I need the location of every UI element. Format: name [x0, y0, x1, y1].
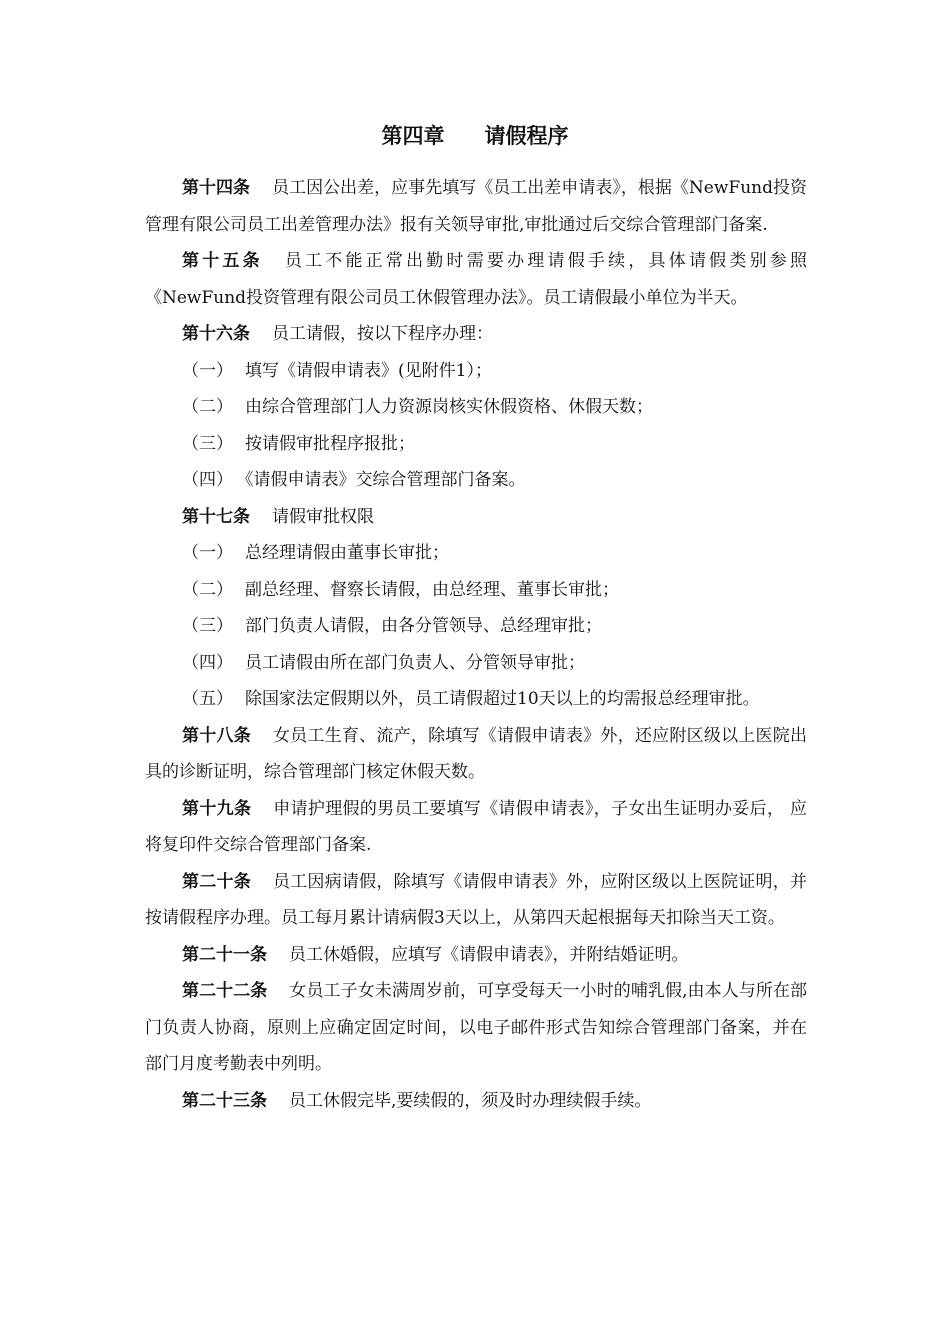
article-text: 女员工子女未满周岁前，可享受每天一小时的哺乳假,由本人与所在部门负责人协商，原则上应确定固定时间，以电子邮件形式告知综合管理部门备案，并在部门月度考勤表中列明。	[145, 981, 808, 1074]
article-label: 第十五条	[182, 251, 263, 271]
article-18	[145, 718, 807, 791]
article-14	[145, 170, 807, 243]
article-text: 申请护理假的男员工要填写《请假申请表》，子女出生证明办妥后， 应将复印件交综合管理部门备案.	[145, 798, 808, 855]
list-item	[145, 681, 807, 718]
item-number: （五）	[182, 689, 233, 709]
item-number: （一）	[182, 543, 233, 563]
article-text: 员工因病请假，除填写《请假申请表》外，应附区级以上医院证明，并按请假程序办理。员工每月累计请病假3天以上，从第四天起根据每天扣除当天工资。	[145, 871, 808, 928]
article-22	[145, 973, 807, 1083]
article-21	[145, 937, 807, 974]
item-text: 部门负责人请假，由各分管领导、总经理审批；	[245, 616, 602, 636]
item-number: （三）	[182, 433, 233, 454]
article-17	[145, 499, 807, 536]
article-text: 请假审批权限	[272, 506, 374, 527]
item-number: （一）	[182, 360, 233, 381]
list-item	[145, 389, 807, 426]
article-label: 第十四条	[182, 178, 251, 198]
article-23	[145, 1083, 807, 1120]
document-body	[145, 170, 807, 1119]
article-label: 第二十条	[182, 871, 251, 892]
item-number: （三）	[182, 616, 233, 636]
article-label: 第十八条	[182, 725, 251, 746]
chapter-heading: 请假程序	[484, 124, 569, 148]
article-19	[145, 791, 807, 864]
article-15	[145, 243, 807, 316]
article-label: 第二十三条	[182, 1090, 267, 1111]
article-text: 员工休假完毕,要续假的，须及时办理续假手续。	[289, 1090, 652, 1111]
article-label: 第十六条	[182, 324, 250, 344]
article-label: 第十七条	[182, 506, 250, 527]
article-20	[145, 864, 807, 937]
item-number: （四）	[182, 470, 233, 490]
item-text: 副总经理、督察长请假，由总经理、董事长审批；	[245, 579, 619, 600]
article-text: 员工请假，按以下程序办理：	[272, 324, 493, 344]
list-item	[145, 353, 807, 390]
list-item	[145, 535, 807, 572]
article-label: 第二十二条	[182, 981, 268, 1001]
article-label: 第二十一条	[182, 944, 267, 965]
article-text: 员工因公出差，应事先填写《员工出差申请表》，根据《NewFund投资管理有限公司员工出差管理办法》报有关领导审批,审批通过后交综合管理部门备案.	[145, 178, 808, 235]
chapter-title	[0, 120, 950, 150]
list-item	[145, 645, 807, 682]
list-item	[145, 608, 807, 645]
list-item	[145, 426, 807, 463]
article-text: 女员工生育、流产，除填写《请假申请表》外，还应附区级以上医院出具的诊断证明，综合管理部门核定休假天数。	[145, 725, 808, 782]
item-number: （四）	[182, 652, 233, 673]
article-text: 员工休婚假，应填写《请假申请表》，并附结婚证明。	[289, 944, 689, 965]
item-text: 按请假审批程序报批；	[245, 433, 415, 454]
article-label: 第十九条	[182, 798, 252, 819]
item-number: （二）	[182, 397, 233, 417]
article-16	[145, 316, 807, 353]
list-item	[145, 572, 807, 609]
item-text: 填写《请假申请表》(见附件1）；	[245, 360, 492, 381]
item-number: （二）	[182, 579, 233, 600]
item-text: 由综合管理部门人力资源岗核实休假资格、休假天数；	[245, 397, 653, 417]
article-text: 员工不能正常出勤时需要办理请假手续，具体请假类别参照《NewFund投资管理有限公司员工休假管理办法》。员工请假最小单位为半天。	[145, 251, 807, 308]
list-item	[145, 462, 807, 499]
item-text: 员工请假由所在部门负责人、分管领导审批；	[245, 652, 585, 673]
chapter-number: 第四章	[381, 124, 445, 148]
item-text: 除国家法定假期以外，员工请假超过10天以上的均需报总经理审批。	[245, 689, 760, 709]
item-text: 总经理请假由董事长审批；	[245, 543, 449, 563]
item-text: 《请假申请表》交综合管理部门备案。	[245, 470, 526, 490]
